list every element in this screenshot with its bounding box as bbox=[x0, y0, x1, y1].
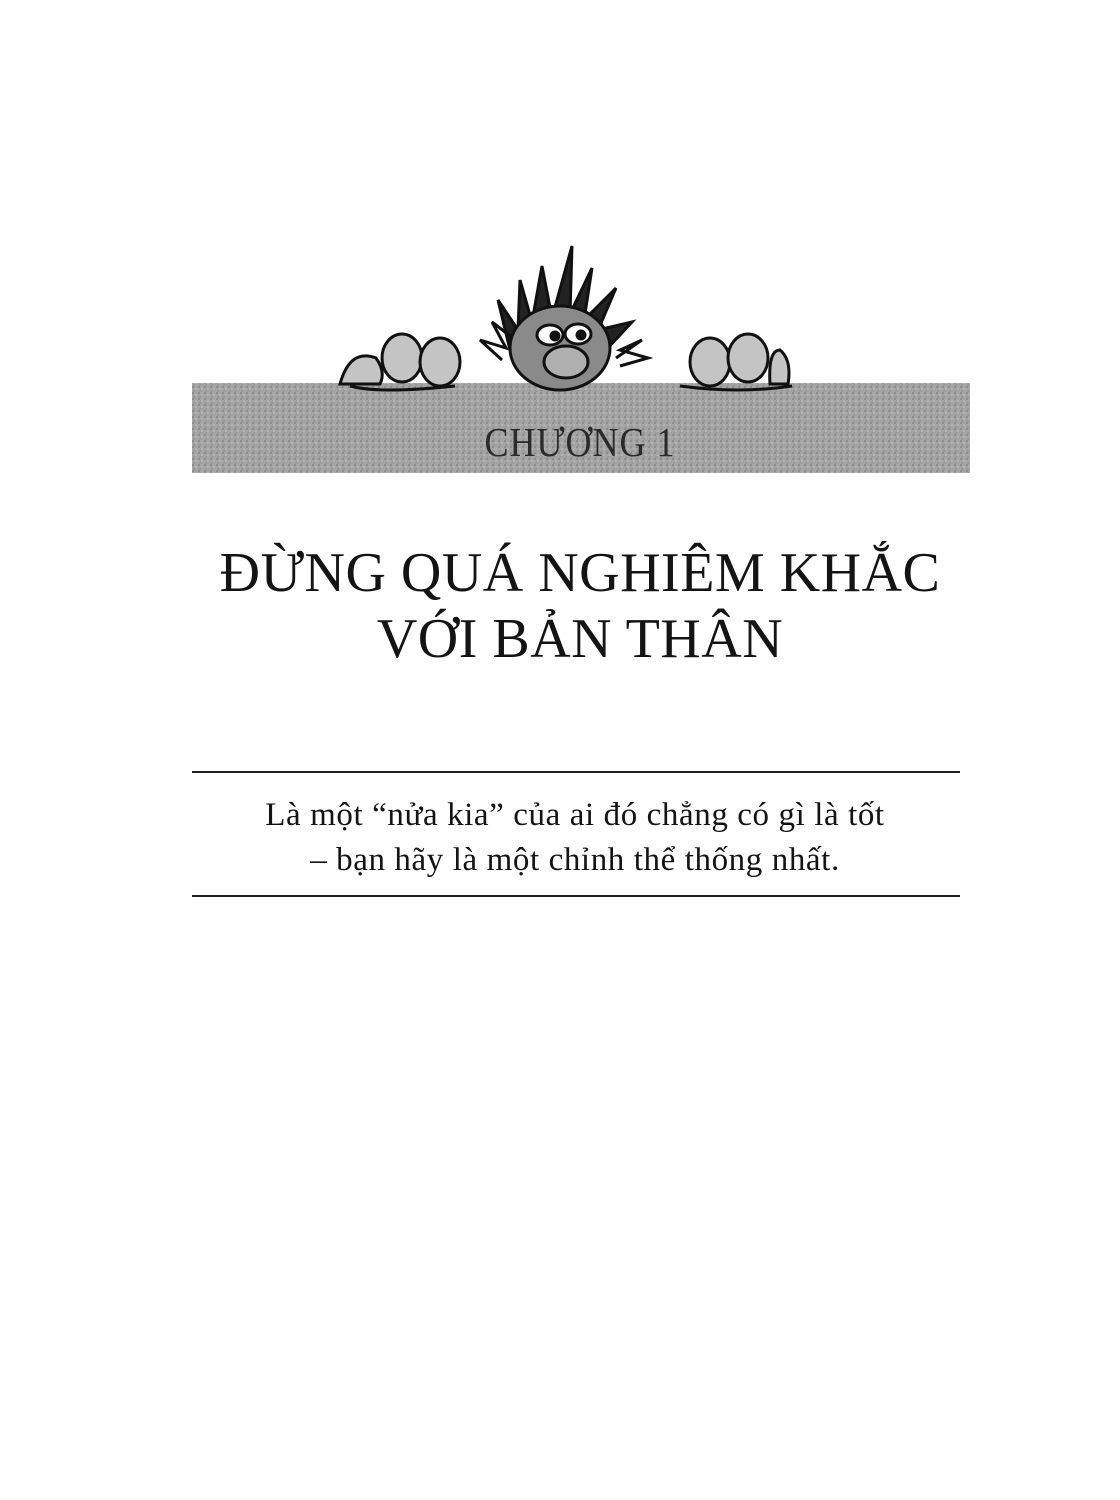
chapter-title bbox=[100, 540, 1060, 672]
left-hand-icon bbox=[340, 334, 460, 390]
epigraph-top-rule bbox=[192, 771, 960, 773]
creature-head-icon bbox=[480, 246, 648, 390]
chapter-title-line-1: ĐỪNG QUÁ NGHIÊM KHẮC bbox=[219, 542, 941, 604]
epigraph-quote bbox=[170, 793, 980, 883]
right-hand-icon bbox=[680, 334, 792, 390]
chapter-label: CHƯƠNG 1 bbox=[484, 419, 676, 466]
epigraph-bottom-rule bbox=[192, 895, 960, 897]
epigraph-line-1: Là một “nửa kia” của ai đó chẳng có gì là tốt bbox=[265, 797, 885, 833]
epigraph-line-2: – bạn hãy là một chỉnh thể thống nhất. bbox=[310, 842, 840, 878]
chapter-header-art bbox=[180, 230, 980, 490]
chapter-title-line-2: VỚI BẢN THÂN bbox=[376, 608, 784, 670]
